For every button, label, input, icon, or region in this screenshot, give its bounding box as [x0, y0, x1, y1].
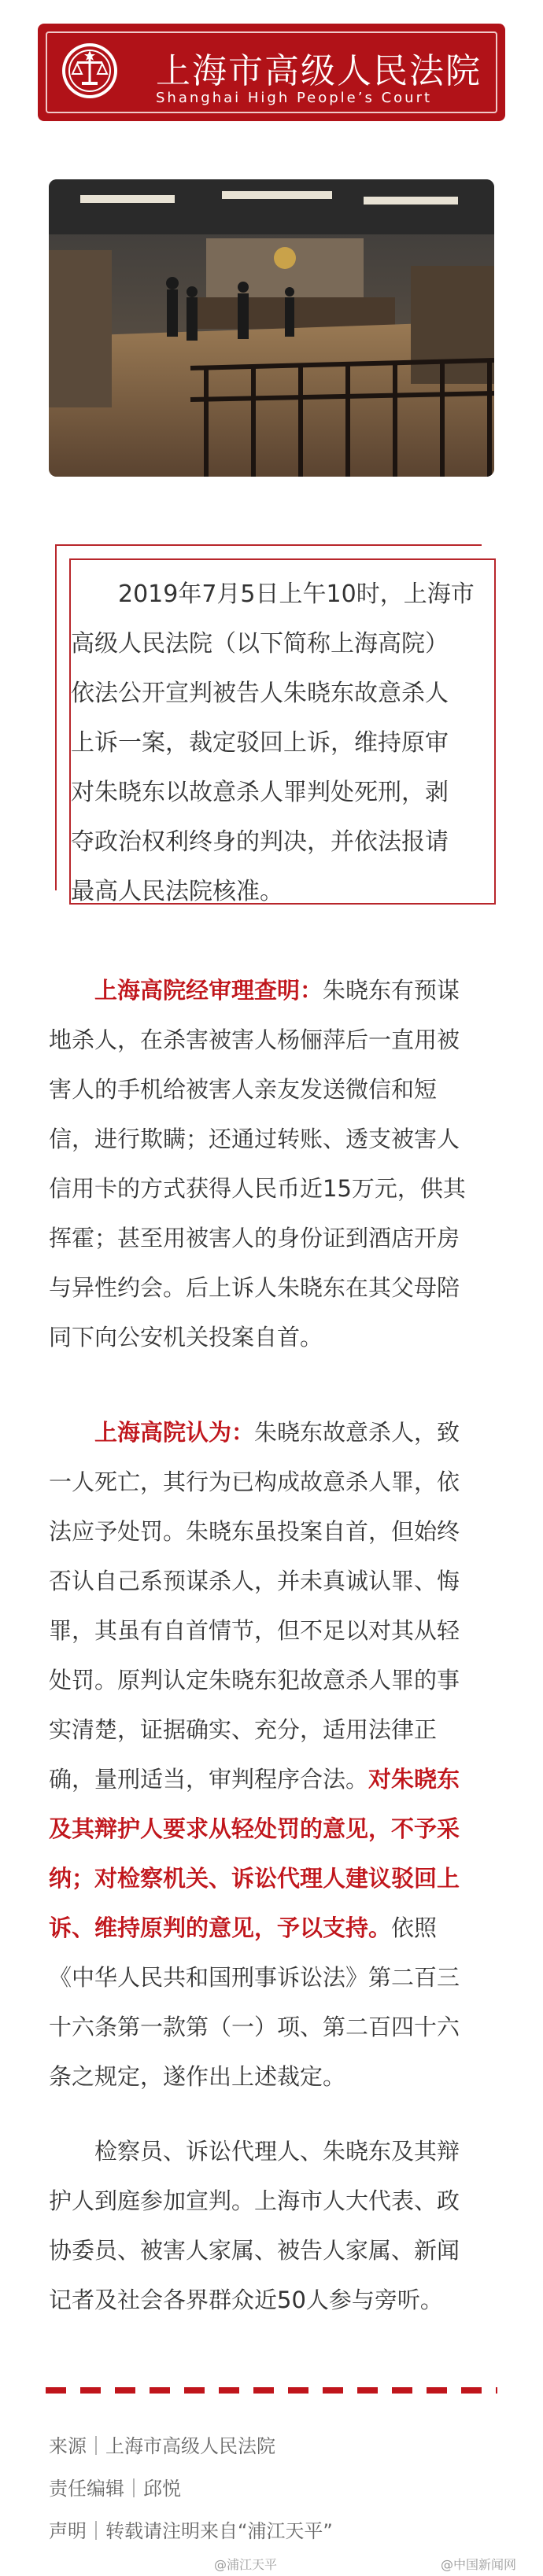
ruling-highlight: 诉、维持原判的意见，予以支持。 [49, 1914, 392, 1941]
paragraph-line: 记者及社会各界群众近50人参与旁听。 [49, 2287, 443, 2313]
ruling-lead: 上海高院认为： [94, 1419, 255, 1446]
paragraph-line: 检察员、诉讼代理人、朱晓东及其辩 [49, 2138, 460, 2165]
ruling-highlight-line: 及其辩护人要求从轻处罚的意见，不予采 [49, 1815, 460, 1842]
source-line: 来源｜上海市高级人民法院 [49, 2435, 275, 2457]
paragraph-line: 《中华人民共和国刑事诉讼法》第二百三 [49, 1964, 460, 1991]
paragraph-line: 否认自己系预谋杀人，并未真诚认罪、悔 [49, 1568, 460, 1594]
ruling-highlight-line: 纳；对检察机关、诉讼代理人建议驳回上 [49, 1865, 460, 1892]
paragraph-line: 信用卡的方式获得人民币近15万元，供其 [49, 1175, 466, 1202]
summary-line: 最高人民法院核准。 [71, 878, 283, 905]
court-banner [38, 24, 505, 121]
paragraph-line: 十六条第一款第（一）项、第二百四十六 [49, 2014, 460, 2040]
summary-line: 对朱晓东以故意杀人罪判处死刑，剥 [71, 779, 449, 806]
court-emblem-icon [60, 41, 120, 101]
paragraph-line: 同下向公安机关投案自首。 [49, 1324, 323, 1351]
summary-line: 夺政治权利终身的判决，并依法报请 [71, 828, 449, 856]
summary-line: 依法公开宣判被告人朱晓东故意杀人 [71, 680, 449, 707]
paragraph-line [49, 966, 494, 1015]
summary-line: 上诉一案，裁定驳回上诉，维持原审 [71, 729, 449, 757]
watermark-right: @中国新闻网 [441, 2557, 517, 2572]
summary-line: 2019年7月5日上午10时，上海市 [71, 580, 475, 608]
paragraph-line: 护人到庭参加宣判。上海市人大代表、政 [49, 2187, 460, 2214]
paragraph-line: 协委员、被害人家属、被告人家属、新闻 [49, 2237, 460, 2264]
paragraph-ruling [49, 1408, 494, 2102]
findings-text: 朱晓东有预谋 [323, 977, 460, 1004]
findings-lead: 上海高院经审理查明： [94, 977, 323, 1004]
paragraph-line: 处罚。原判认定朱晓东犯故意杀人罪的事 [49, 1667, 460, 1693]
paragraph-line: 害人的手机给被害人亲友发送微信和短 [49, 1076, 438, 1103]
paragraph-line: 实清楚，证据确实、充分，适用法律正 [49, 1716, 438, 1743]
summary-line: 高级人民法院（以下简称上海高院） [71, 630, 449, 658]
summary-box [55, 544, 496, 905]
paragraph-line: 一人死亡，其行为已构成故意杀人罪，依 [49, 1469, 460, 1495]
article-footer [49, 2430, 489, 2564]
paragraph-line: 法应予处罚。朱晓东虽投案自首，但始终 [49, 1518, 460, 1545]
paragraph-line: 地杀人，在杀害被害人杨俪萍后一直用被 [49, 1026, 460, 1053]
courtroom-photo [49, 179, 494, 477]
dashed-divider [46, 2387, 497, 2394]
ruling-text: 确，量刑适当，审判程序合法。 [49, 1766, 369, 1793]
paragraph-line: 信，进行欺瞒；还通过转账、透支被害人 [49, 1126, 460, 1152]
court-title: 上海市高级人民法院 [156, 51, 482, 91]
court-title-english: Shanghai High People’s Court [156, 90, 433, 106]
paragraph-line [49, 1903, 494, 1953]
editor-line: 责任编辑｜邱悦 [49, 2478, 181, 2500]
ruling-highlight: 对朱晓东 [368, 1766, 460, 1793]
watermark-left: @浦江天平 [214, 2557, 278, 2572]
paragraph-line: 挥霍；甚至用被害人的身份证到酒店开房 [49, 1225, 460, 1251]
summary-text [71, 569, 480, 916]
ruling-text: 朱晓东故意杀人，致 [254, 1419, 460, 1446]
ruling-text: 依照 [391, 1914, 438, 1941]
paragraph-findings [49, 966, 494, 1362]
paragraph-attendance [49, 2127, 494, 2325]
statement-line: 声明｜转载请注明来自“浦江天平” [49, 2520, 333, 2542]
paragraph-line [49, 1408, 494, 1458]
paragraph-line: 罪，其虽有自首情节，但不足以对其从轻 [49, 1617, 460, 1644]
paragraph-line: 条之规定，遂作出上述裁定。 [49, 2063, 346, 2090]
paragraph-line: 与异性约会。后上诉人朱晓东在其父母陪 [49, 1274, 460, 1301]
paragraph-line [49, 1755, 494, 1804]
